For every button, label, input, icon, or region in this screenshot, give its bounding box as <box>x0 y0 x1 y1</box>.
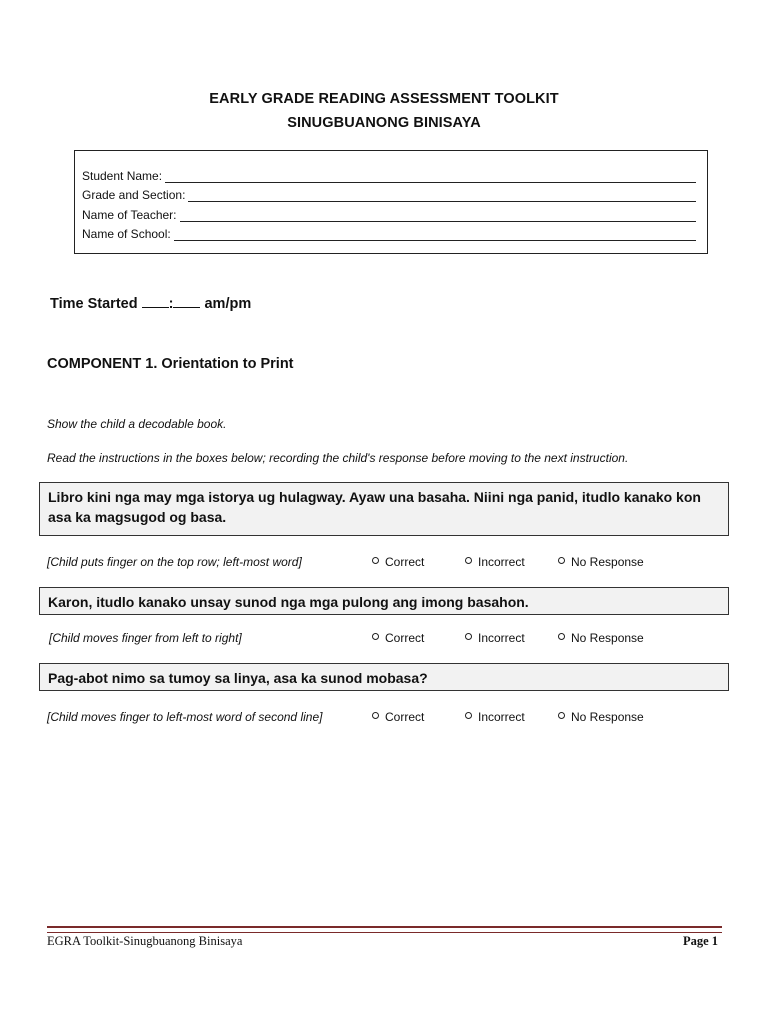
correct-option[interactable]: Correct <box>372 710 424 724</box>
footer-rule <box>47 926 722 933</box>
time-separator: : <box>168 296 174 312</box>
teacher-name-label: Name of Teacher: <box>82 208 177 222</box>
school-name-field[interactable] <box>82 225 696 241</box>
response-row <box>47 555 727 571</box>
document-subtitle: SINUGBUANONG BINISAYA <box>287 115 481 131</box>
teacher-name-line[interactable] <box>180 208 697 222</box>
radio-icon[interactable] <box>372 633 379 640</box>
document-title: EARLY GRADE READING ASSESSMENT TOOLKIT <box>209 91 559 107</box>
student-name-label: Student Name: <box>82 169 163 183</box>
time-hour-blank[interactable] <box>142 294 169 308</box>
correct-option[interactable]: Correct <box>372 555 424 569</box>
response-row <box>49 631 729 647</box>
instruction-text: Show the child a decodable book. <box>47 417 227 431</box>
radio-icon[interactable] <box>465 712 472 719</box>
time-am-pm: am/pm <box>204 296 252 312</box>
footer-document-name: EGRA Toolkit-Sinugbuanong Binisaya <box>47 934 243 948</box>
teacher-name-field[interactable] <box>82 206 696 222</box>
grade-section-line[interactable] <box>188 188 696 202</box>
radio-icon[interactable] <box>558 633 565 640</box>
radio-icon[interactable] <box>558 557 565 564</box>
student-name-field[interactable] <box>82 167 696 183</box>
no-response-option[interactable]: No Response <box>558 631 644 645</box>
prompt-text: Pag-abot nimo sa tumoy sa linya, asa ka sunod mobasa? <box>48 670 428 686</box>
incorrect-option[interactable]: Incorrect <box>465 555 525 569</box>
prompt-text: Libro kini nga may mga istorya ug hulagway. Ayaw una basaha. Niini nga panid, itudlo kanako kon asa ka magsugod og basa. <box>48 489 701 525</box>
no-response-option[interactable]: No Response <box>558 710 644 724</box>
radio-icon[interactable] <box>372 712 379 719</box>
school-name-label: Name of School: <box>82 227 171 241</box>
radio-icon[interactable] <box>465 557 472 564</box>
prompt-box <box>39 663 729 691</box>
incorrect-option[interactable]: Incorrect <box>465 631 525 645</box>
no-response-option[interactable]: No Response <box>558 555 644 569</box>
school-name-line[interactable] <box>174 227 696 241</box>
page-number: Page 1 <box>683 934 719 948</box>
time-started <box>50 294 251 312</box>
radio-icon[interactable] <box>465 633 472 640</box>
incorrect-option[interactable]: Incorrect <box>465 710 525 724</box>
radio-icon[interactable] <box>558 712 565 719</box>
time-started-label: Time Started <box>50 296 138 312</box>
expected-action: [Child moves finger to left-most word of second line] <box>47 710 323 724</box>
grade-section-field[interactable] <box>82 186 696 202</box>
response-row <box>47 710 727 726</box>
prompt-box <box>39 587 729 615</box>
component-title: COMPONENT 1. Orientation to Print <box>47 356 294 372</box>
correct-option[interactable]: Correct <box>372 631 424 645</box>
instruction-text: Read the instructions in the boxes below; recording the child's response before moving to the next instruction. <box>47 451 629 465</box>
expected-action: [Child moves finger from left to right] <box>49 631 242 645</box>
student-info-box <box>74 150 708 254</box>
prompt-box <box>39 482 729 536</box>
student-name-line[interactable] <box>165 169 696 183</box>
time-minute-blank[interactable] <box>173 294 200 308</box>
grade-section-label: Grade and Section: <box>82 188 186 202</box>
expected-action: [Child puts finger on the top row; left-most word] <box>47 555 302 569</box>
prompt-text: Karon, itudlo kanako unsay sunod nga mga pulong ang imong basahon. <box>48 594 529 610</box>
radio-icon[interactable] <box>372 557 379 564</box>
